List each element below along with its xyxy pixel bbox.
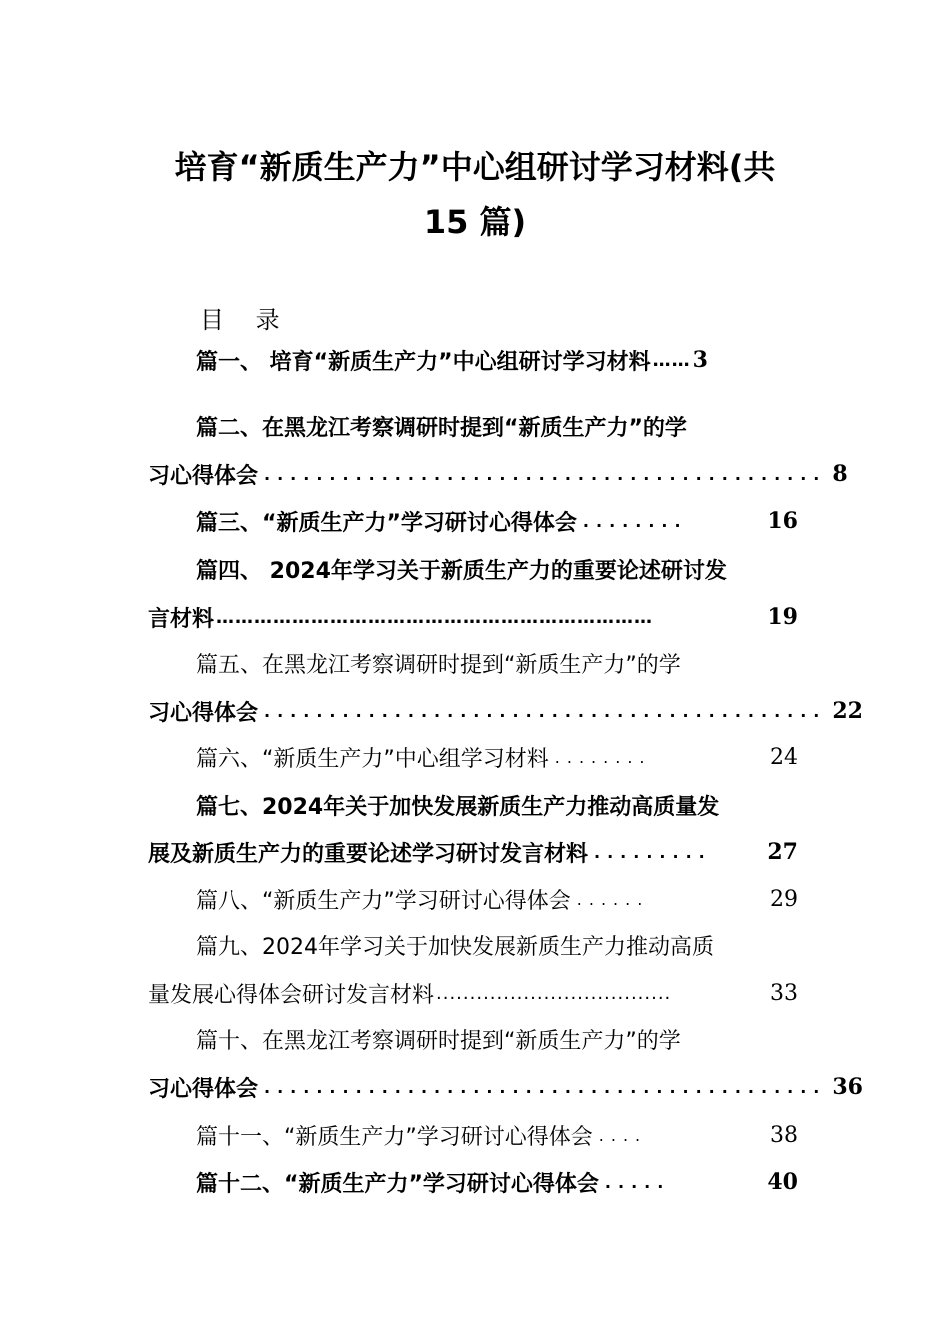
toc-leader: …………………………………………………………… — [216, 606, 654, 628]
toc-entry-3[interactable] — [196, 501, 798, 541]
toc-page-number: 16 — [767, 508, 798, 534]
toc-entry-text: 篇六、“新质生产力”中心组学习材料 — [196, 746, 549, 772]
toc-page-number: 33 — [770, 980, 798, 1006]
toc-page-number: 22 — [832, 698, 863, 724]
document-title — [95, 140, 855, 250]
toc-entry-9[interactable] — [196, 925, 808, 965]
toc-page-number: 38 — [770, 1122, 798, 1148]
toc-entry-11[interactable] — [196, 1115, 798, 1155]
toc-entry-text: 篇七、2024年关于加快发展新质生产力推动高质量发 — [196, 794, 720, 820]
toc-entry-text: 篇十一、“新质生产力”学习研讨心得体会 — [196, 1124, 593, 1150]
toc-entry-10-cont[interactable] — [148, 1067, 863, 1107]
toc-entry-text: 篇一、 培育“新质生产力”中心组研讨学习材料 — [196, 349, 651, 375]
toc-entry-5-cont[interactable] — [148, 691, 863, 731]
toc-leader: ......... — [594, 842, 712, 862]
toc-entry-2-cont[interactable] — [148, 454, 848, 494]
toc-page-number: 8 — [832, 461, 848, 487]
toc-entry-text: 习心得体会 — [148, 700, 259, 726]
toc-entry-text: 篇九、2024年学习关于加快发展新质生产力推动高质 — [196, 934, 714, 960]
title-line-1: 培育“新质生产力”中心组研讨学习材料(共 — [174, 148, 776, 186]
toc-leader: …… — [652, 349, 691, 371]
toc-entry-text: 篇二、在黑龙江考察调研时提到“新质生产力”的学 — [196, 415, 687, 441]
toc-page-number: 3 — [692, 347, 708, 373]
toc-leader: ........ — [554, 747, 652, 767]
toc-entry-text: 篇十二、“新质生产力”学习研讨心得体会 — [196, 1171, 599, 1197]
toc-entry-7[interactable] — [196, 785, 798, 825]
toc-leader: ........................................... — [264, 464, 827, 484]
toc-entry-8[interactable] — [196, 879, 798, 919]
toc-entry-4[interactable] — [196, 549, 798, 589]
toc-entry-text: 量发展心得体会研讨发言材料 — [148, 982, 435, 1008]
toc-page-number: 40 — [767, 1169, 798, 1195]
toc-leader: ...... — [576, 889, 650, 909]
toc-leader: ..... — [604, 1172, 671, 1192]
toc-entry-4-cont[interactable] — [148, 597, 798, 637]
toc-entry-text: 展及新质生产力的重要论述学习研讨发言材料 — [148, 841, 589, 867]
toc-entry-6[interactable] — [196, 737, 798, 777]
toc-leader: ........................................... — [264, 1077, 827, 1097]
toc-entry-5[interactable] — [196, 643, 798, 683]
toc-leader: ........................................... — [264, 701, 827, 721]
toc-entry-text: 篇八、“新质生产力”学习研讨心得体会 — [196, 888, 571, 914]
toc-entry-9-cont[interactable] — [148, 973, 798, 1013]
toc-entry-10[interactable] — [196, 1019, 798, 1059]
toc-entry-text: 篇三、“新质生产力”学习研讨心得体会 — [196, 510, 577, 536]
toc-entry-text: 习心得体会 — [148, 463, 259, 489]
toc-page-number: 24 — [770, 744, 798, 770]
toc-page-number: 27 — [767, 839, 798, 865]
toc-page-number: 29 — [770, 886, 798, 912]
title-line-2: 15 篇) — [423, 203, 527, 241]
toc-entry-1[interactable] — [196, 340, 798, 380]
toc-entry-12[interactable] — [196, 1162, 798, 1202]
toc-entry-text: 言材料 — [148, 606, 215, 632]
toc-entry-7-cont[interactable] — [148, 832, 798, 872]
toc-heading: 目 录 — [200, 306, 292, 334]
toc-page-number: 19 — [767, 604, 798, 630]
toc-leader: ........ — [582, 511, 688, 531]
toc-entry-text: 习心得体会 — [148, 1076, 259, 1102]
toc-page-number: 36 — [832, 1074, 863, 1100]
toc-entry-2[interactable] — [196, 406, 798, 446]
toc-entry-text: 篇十、在黑龙江考察调研时提到“新质生产力”的学 — [196, 1028, 681, 1054]
toc-leader: ................................... — [436, 982, 672, 1004]
toc-entry-text: 篇五、在黑龙江考察调研时提到“新质生产力”的学 — [196, 652, 681, 678]
toc-entry-text: 篇四、 2024年学习关于新质生产力的重要论述研讨发 — [196, 558, 727, 584]
toc-leader: .... — [598, 1125, 648, 1145]
